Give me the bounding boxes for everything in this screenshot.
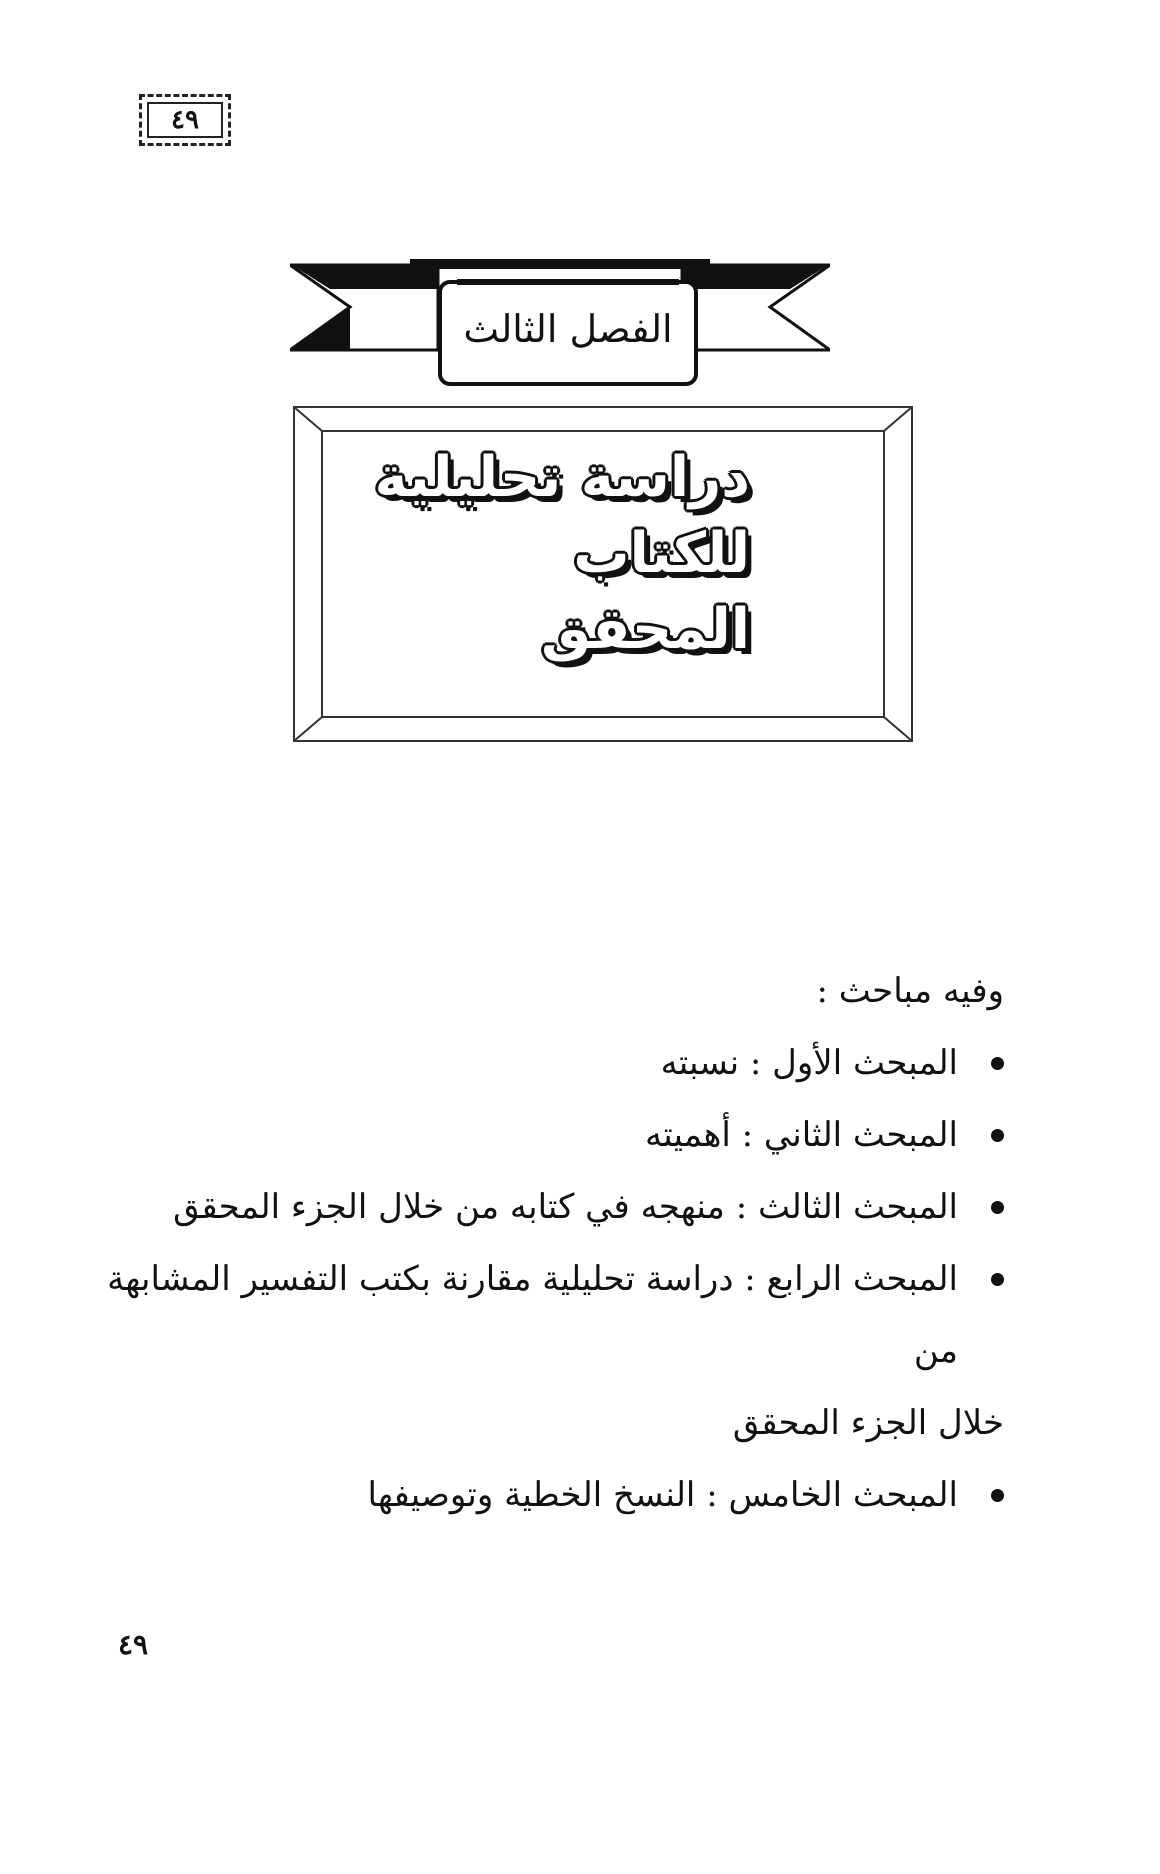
page-number-top: ٤٩ [171,105,199,135]
chapter-title [360,440,750,668]
page-number-badge [139,94,231,146]
topic-item-continuation: خلال الجزء المحقق [732,1403,1004,1443]
chapter-label: الفصل الثالث [463,307,673,351]
topic-item: المبحث الثاني : أهميته [84,1099,1004,1171]
topic-item: المبحث الرابع : دراسة تحليلية مقارنة بكتب التفسير المشابهة من خلال الجزء المحقق [84,1243,1004,1459]
contents-intro: وفيه مباحث : [816,971,1004,1011]
chapter-contents [84,955,1004,1531]
chapter-title-line-1: دراسة تحليلية [374,445,750,510]
topic-item: المبحث الخامس : النسخ الخطية وتوصيفها [84,1459,1004,1531]
topics-list [84,1027,1004,1531]
topic-item: المبحث الثالث : منهجه في كتابه من خلال الجزء المحقق [84,1171,1004,1243]
topic-item: المبحث الأول : نسبته [84,1027,1004,1099]
chapter-title-line-2: للكتاب المحقق [541,521,750,662]
page-number-bottom: ٤٩ [118,1628,149,1661]
